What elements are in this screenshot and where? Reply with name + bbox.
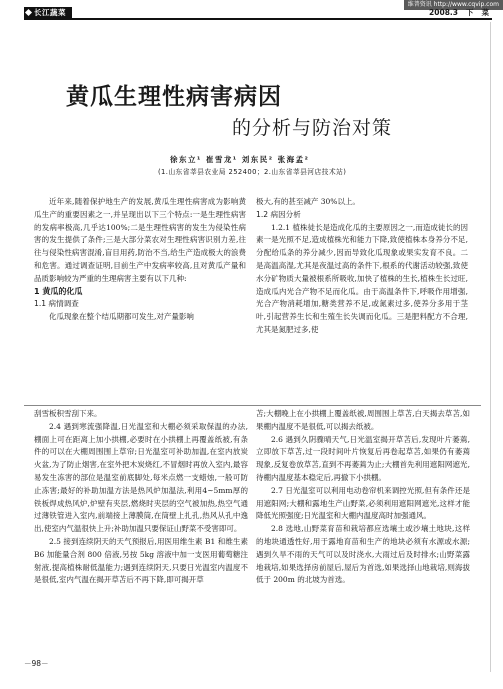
watermark: 维普资讯 http://www.cqvip.com [404,0,503,10]
header-rule [24,18,492,20]
author-list: 徐东立¹ 崔雪龙¹ 刘东民² 张海孟² [170,155,310,164]
paragraph-continued: 极大,有的甚至减产 30%以上。 [256,197,360,206]
article-subtitle: 的分析与防治对策 [232,117,393,139]
intro-paragraph: 近年来,随着保护地生产的发展,黄瓜生理性病害成为影响黄瓜生产的重要因素之一,并呈现出以下三个特点:一是生理性病害的发病率极高,几乎达100%;二是生理性病害的发生为侵染性病害的发生提供了条件;三是大部分菜农对生理性病害识别力差,往往与侵染性病害混淆,盲目用药,防治不当,给生产造成极大的浪费和危害。通过调查证明,目前生产中发病率较高,且对黄瓜产量和品质影响较为严重的生理病害主要有以下几种: [34,197,246,283]
issue-number: 2008.3 [429,8,458,17]
page-number: －98－ [24,659,49,668]
section-heading-1: 1 黄瓜的化瓜 [34,286,83,296]
paragraph-continued-lower-right: 苫;大棚晚上在小拱棚上覆盖纸被,周围围上草苫,白天揭去草苫,如果棚内温度不是很低,可以揭去纸被。 [256,409,470,431]
paragraph-continued-lower: 刮雪板积雪刮下来。 [34,409,102,418]
paragraph-1-1: 化瓜现象在整个结瓜期都可发生,对产量影响 [49,312,194,322]
right-margin-rule [490,22,491,672]
section-label-2: 菜 [481,8,489,17]
column-lower-left [34,408,248,587]
paragraph-1-2-1: 1.2.1 植株徒长是造成化瓜的主要原因之一,而造成徒长的因素一是光照不足,造成植株光和能力下降,致使植株本身养分不足,分配给瓜条的养分减少,因而导致化瓜现象或果实发育不良。二是高温高湿,尤其是夜温过高的条件下,根系的代谢活动较强,致使水分矿物质大量被根系所吸收,加快了植株的生长,植株生长过旺,造成瓜内光合产物不足而化瓜。由于高温条件下,呼吸作用增强,光合产物消耗增加,糖类营养不足,或氮素过多,使养分多用于茎叶,引起营养生长和生殖生长失调而化瓜。三是肥料配方不合理,尤其是氮肥过多,使 [256,222,468,334]
subsection-heading-1-1: 1.1 病情调查 [34,299,79,309]
column-upper-right [256,196,468,337]
paragraph-2-6: 2.6 遇到久阴骤晴天气,日光温室揭开草苫后,发现叶片萎蔫,立即放下草苫,过一段时间叶片恢复后再卷起草苫,如果仍有萎蔫现象,反复卷放草苫,直到不再萎蔫为止;大棚首先利用遮阳网遮光,待棚内温度基本稳定后,再撤下小拱棚。 [256,434,470,482]
header-right [421,7,489,18]
article-divider [24,405,481,406]
paragraph-2-8: 2.8 选地,山野菜育苗和栽培都应选壤土或沙壤土地块,这样的地块通透性好,用于露地育苗和生产的地块必须有水源或水源;遇到久旱不雨的天气可以及时浇水,大雨过后及时排水;山野菜露地栽培,如果选择房前屋后,屋后为首选,如果选择山地栽培,则海拔低于 200m 的北坡为首选。 [256,524,470,585]
subsection-heading-1-2: 1.2 病因分析 [256,209,301,219]
paragraph-2-7: 2.7 日光温室可以利用电动卷帘机来调控光照,但有条件还是用遮阳网;大棚和露地生产山野菜,必须利用遮阳网遮光,这样才能降低光照强度;日光温室和大棚内温度高时加强通风。 [256,485,470,521]
section-label: 下 [466,8,474,17]
paragraph-2-5: 2.5 接到连续阴天的天气预报后,用医用维生素 B1 和维生素 B6 加能量合剂 800 倍液,另按 5kg 溶液中加一支医用葡萄糖注射液,提高植株耐低温能力;遇到连续阴天,只要日光温室内温度不是很低,室内气温在揭开草苫后不再下降,即可揭开草 [34,536,248,585]
article-title: 黄瓜生理性病害病因 [66,83,282,110]
column-upper-left [34,196,246,324]
journal-logo: 长江蔬菜 [24,7,72,18]
affiliation: (1.山东省莘县农业局 252400；2.山东省莘县河店技术站) [158,168,347,176]
paragraph-2-4: 2.4 遇到寒流强降温,日光温室和大棚必须采取保温的办法,棚面上可在距离上加小拱棚,必要时在小拱棚上再覆盖纸被,有条件的可以在大棚周围围上草帘;日光温室可补助加温,在室内放炭火盆,为了防止烟害,在室外把木炭烧红,不冒烟时再放入室内,最容易发生冻害的部位是温室前底脚处,每米点燃一支蜡烛,一般可防止冻害;最好的补助加温方法是热风炉加温法,利用4~5mm厚的铁板焊成热风炉,炉壁有夹层,燃烧时夹层的空气被加热,热空气通过薄铁管进入室内,前端接上薄膜筒,在筒壁上扎孔,热风从孔中逸出,使室内气温很快上升;补助加温只要保证山野菜不受害即可。 [34,421,248,534]
column-lower-right [256,408,470,587]
